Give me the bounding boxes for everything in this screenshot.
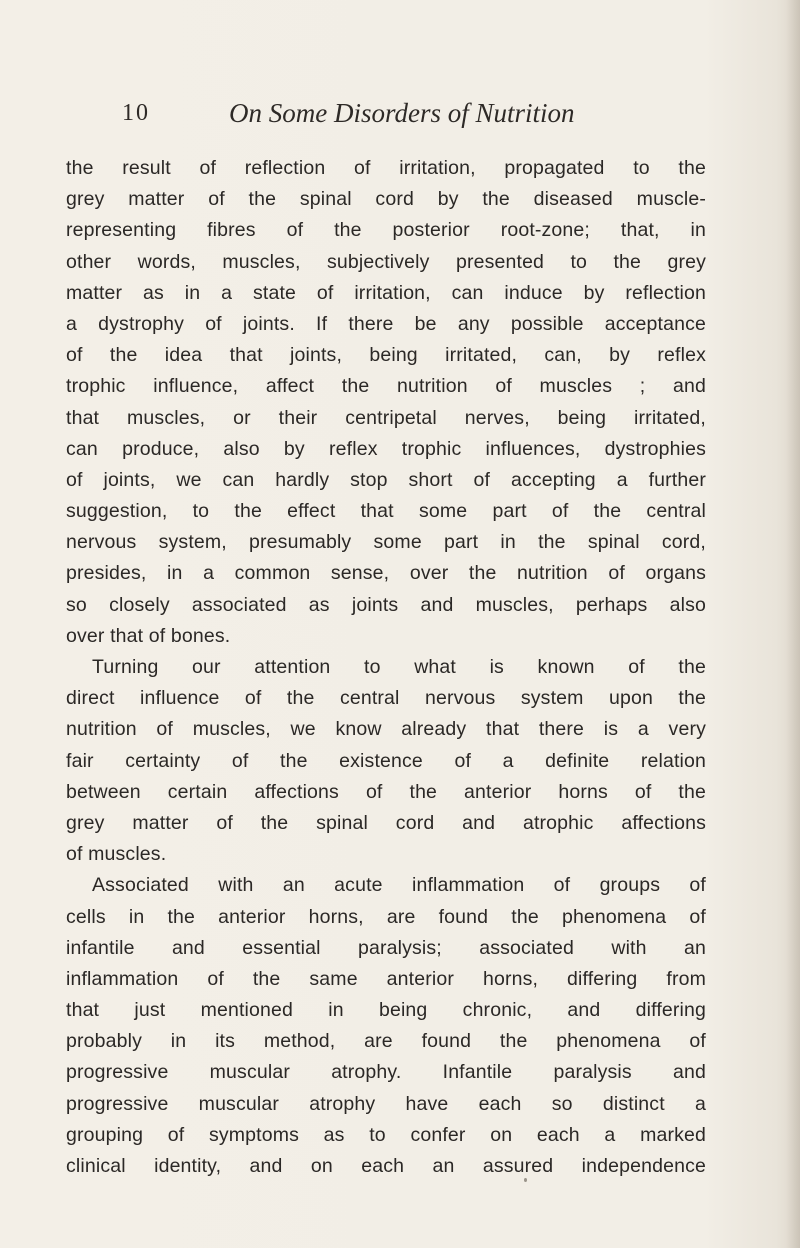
text-line: grey matter of the spinal cord and atrophic affections: [66, 811, 706, 834]
running-title: On Some Disorders of Nutrition: [229, 98, 575, 128]
text-line: can produce, also by reflex trophic influences, dystrophies: [66, 437, 706, 460]
text-line: nutrition of muscles, we know already that there is a very: [66, 718, 706, 741]
text-line: progressive muscular atrophy. Infantile paralysis and: [66, 1061, 706, 1084]
text-line: suggestion, to the effect that some part of the central: [66, 500, 706, 523]
text-line: of the idea that joints, being irritated, can, by reflex: [66, 344, 706, 367]
text-line: over that of bones.: [66, 624, 231, 647]
body-text: [66, 153, 706, 1182]
text-line: Associated with an acute inflammation of groups of: [92, 874, 706, 897]
text-line: grey matter of the spinal cord by the diseased muscle-: [66, 188, 706, 211]
text-line: nervous system, presumably some part in the spinal cord,: [66, 531, 706, 554]
text-line: fair certainty of the existence of a definite relation: [66, 749, 706, 772]
text-line: of muscles.: [66, 843, 167, 866]
paper-speck: [524, 1178, 527, 1182]
text-line: presides, in a common sense, over the nutrition of organs: [66, 562, 706, 585]
text-line: clinical identity, and on each an assured independence: [66, 1155, 706, 1177]
text-line: that muscles, or their centripetal nerves, being irritated,: [66, 406, 706, 429]
text-line: matter as in a state of irritation, can induce by reflection: [66, 281, 706, 304]
running-head: [122, 100, 722, 140]
text-line: infantile and essential paralysis; associated with an: [66, 936, 706, 959]
text-line: that just mentioned in being chronic, and differing: [66, 999, 706, 1022]
text-line: progressive muscular atrophy have each so distinct a: [66, 1092, 706, 1115]
text-line: direct influence of the central nervous system upon the: [66, 687, 706, 710]
text-line: inflammation of the same anterior horns, differing from: [66, 967, 706, 990]
text-line: a dystrophy of joints. If there be any possible acceptance: [66, 312, 706, 335]
text-line: grouping of symptoms as to confer on each a marked: [66, 1123, 706, 1146]
text-line: trophic influence, affect the nutrition of muscles ; and: [66, 375, 706, 398]
text-line: the result of reflection of irritation, propagated to the: [66, 157, 706, 179]
text-line: so closely associated as joints and muscles, perhaps also: [66, 593, 706, 616]
text-line: of joints, we can hardly stop short of accepting a further: [66, 468, 706, 491]
text-line: Turning our attention to what is known of the: [92, 656, 706, 678]
text-line: other words, muscles, subjectively presented to the grey: [66, 250, 706, 273]
page-edge-shadow: [786, 0, 800, 1248]
page-number: 10: [122, 100, 150, 126]
text-line: representing fibres of the posterior root-zone; that, in: [66, 219, 706, 242]
text-line: cells in the anterior horns, are found the phenomena of: [66, 905, 706, 928]
text-line: probably in its method, are found the phenomena of: [66, 1030, 706, 1053]
text-line: between certain affections of the anterior horns of the: [66, 780, 706, 803]
